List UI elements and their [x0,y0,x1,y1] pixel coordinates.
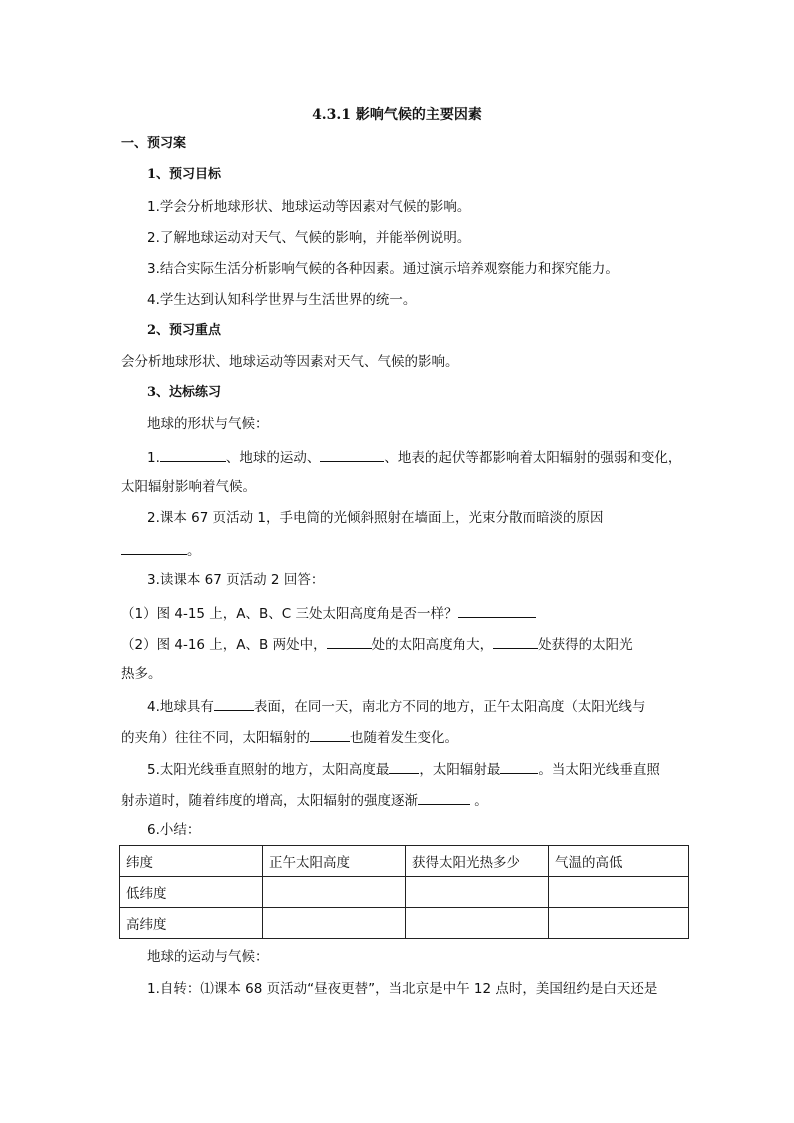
question-3: 3.读课本 67 页活动 2 回答： [147,572,325,588]
q3-part-1: （1）图 4-15 上，A、B、C 三处太阳高度角是否一样？ [121,603,536,623]
answer-blank[interactable] [160,447,226,462]
q4-continuation: 的夹角）往往不同，太阳辐射的 也随着发生变化。 [121,727,458,747]
question-6: 6.小结： [147,822,201,838]
table-cell: 高纬度 [120,908,263,939]
answer-blank[interactable] [214,696,254,711]
table-row [120,908,689,939]
key-text: 会分析地球形状、地球运动等因素对天气、气候的影响。 [121,354,459,370]
q5-continuation: 射赤道时，随着纬度的增高，太阳辐射的强度逐渐 。 [121,790,488,810]
question-4: 4.地球具有 表面，在同一天，南北方不同的地方，正午太阳高度（太阳光线与 [147,696,645,716]
q1-continuation: 太阳辐射影响着气候。 [121,479,256,495]
shape-heading: 地球的形状与气候： [147,416,269,432]
motion-question-1: 1.自转：⑴课本 68 页活动“昼夜更替”，当北京是中午 12 点时，美国纽约是白天还是 [147,981,658,997]
answer-blank[interactable] [121,540,187,555]
answer-blank[interactable] [500,759,538,774]
table-cell[interactable] [263,908,406,939]
q2-answer-line: 。 [121,540,201,560]
answer-blank[interactable] [418,790,470,805]
question-2: 2.课本 67 页活动 1，手电筒的光倾斜照射在墙面上，光束分散而暗淡的原因 [147,510,604,526]
table-cell[interactable] [549,908,689,939]
table-cell: 低纬度 [120,877,263,908]
table-header-cell: 纬度 [120,846,263,877]
practice-heading: 3、达标练习 [147,385,222,400]
q3-continuation: 热多。 [121,666,162,682]
goal-item: 3.结合实际生活分析影响气候的各种因素。通过演示培养观察能力和探究能力。 [147,261,619,277]
answer-blank[interactable] [458,603,536,618]
goal-item: 2.了解地球运动对天气、气候的影响，并能举例说明。 [147,230,471,246]
table-row [120,877,689,908]
motion-heading: 地球的运动与气候： [147,949,269,965]
goal-item: 4.学生达到认知科学世界与生活世界的统一。 [147,292,417,308]
q1-text: 、地球的运动、 [225,450,321,466]
table-header-cell: 正午太阳高度 [263,846,406,877]
goal-item: 1.学会分析地球形状、地球运动等因素对气候的影响。 [147,199,471,215]
question-5: 5.太阳光线垂直照射的地方，太阳高度最 ，太阳辐射最 。当太阳光线垂直照 [147,759,660,779]
answer-blank[interactable] [389,759,419,774]
table-cell[interactable] [406,877,549,908]
question-1 [147,447,681,467]
table-cell[interactable] [263,877,406,908]
table-header-cell: 获得太阳光热多少 [406,846,549,877]
table-cell[interactable] [549,877,689,908]
q1-prefix: 1. [147,450,160,466]
table-header-cell: 气温的高低 [549,846,689,877]
section-heading-preview: 一、预习案 [121,136,187,151]
summary-table [119,845,689,939]
answer-blank[interactable] [310,727,350,742]
key-heading: 2、预习重点 [147,323,222,338]
q3-part-2: （2）图 4-16 上，A、B 两处中， 处的太阳高度角大， 处获得的太阳光 [121,634,633,654]
answer-blank[interactable] [327,634,372,649]
page-title: 4.3.1 影响气候的主要因素 [312,107,482,123]
q1-text: 、地表的起伏等都影响着太阳辐射的强弱和变化， [384,450,682,466]
goals-heading: 1、预习目标 [147,167,222,182]
table-cell[interactable] [406,908,549,939]
answer-blank[interactable] [493,634,538,649]
table-header-row [120,846,689,877]
answer-blank[interactable] [320,447,384,462]
